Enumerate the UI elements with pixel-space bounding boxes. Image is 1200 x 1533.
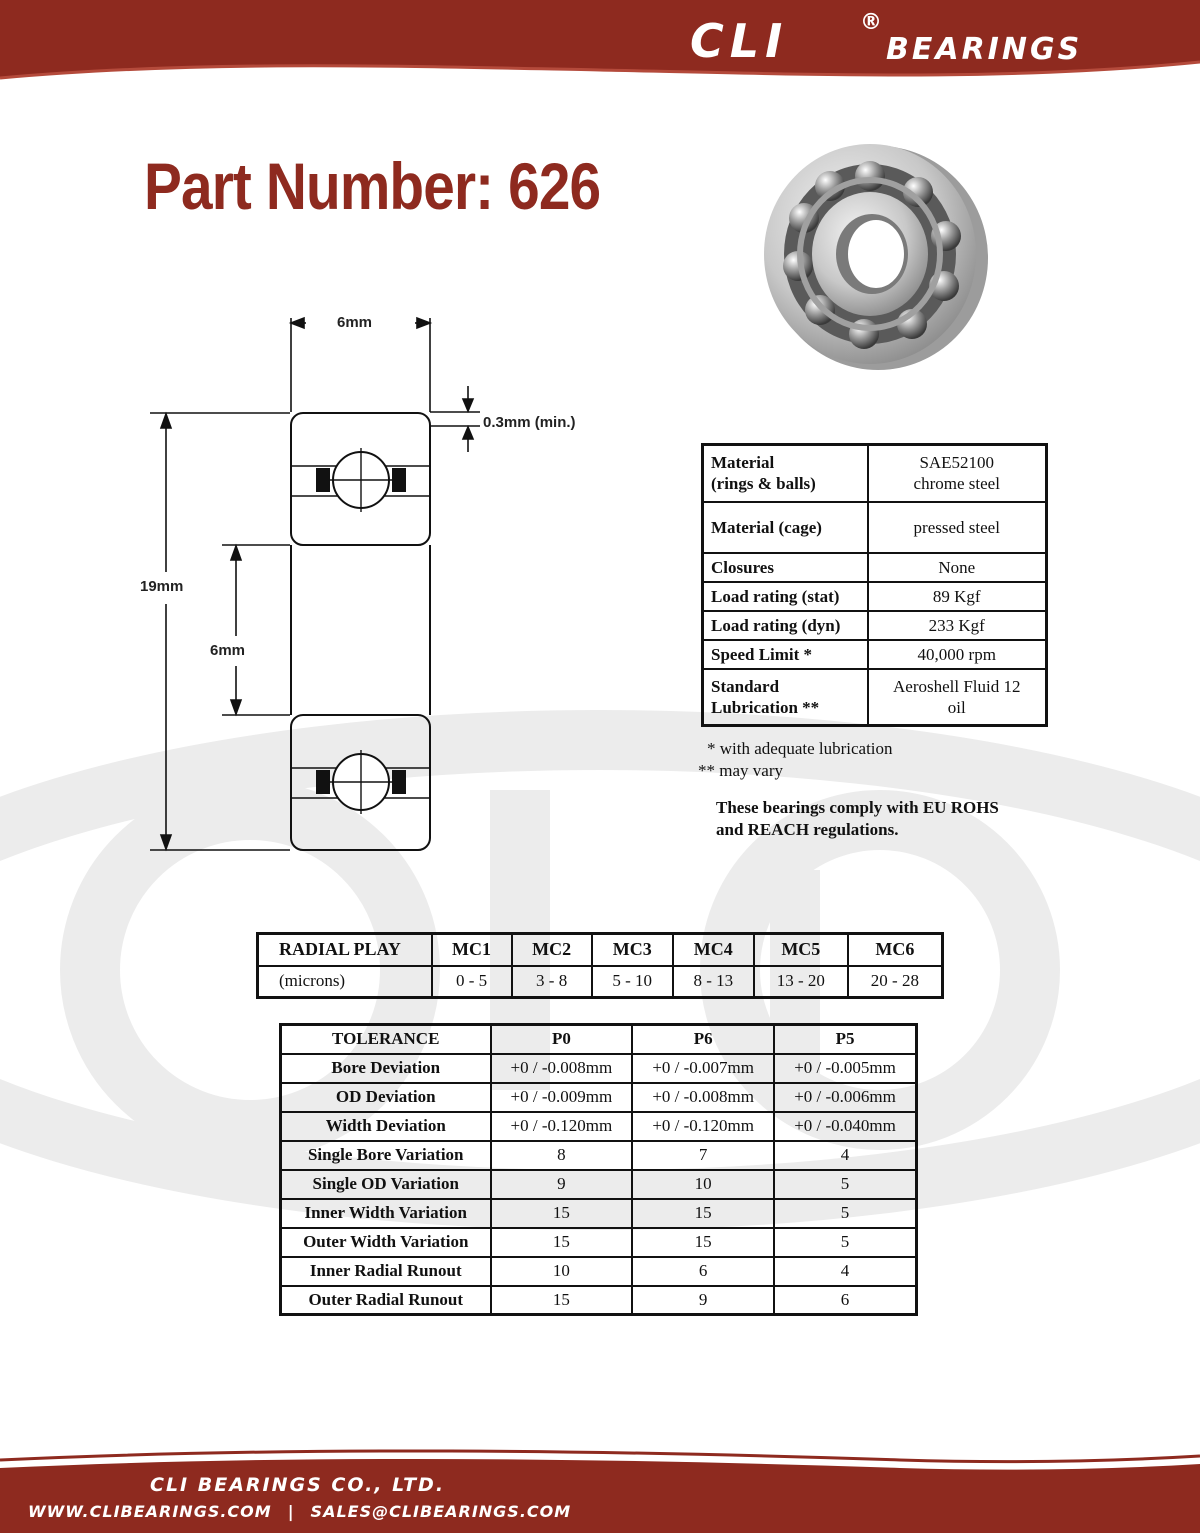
radial-play-value-cell: 13 - 20 bbox=[754, 966, 848, 998]
tolerance-value-cell: 15 bbox=[632, 1199, 774, 1228]
spec-label bbox=[703, 611, 868, 640]
tolerance-header-cell: P0 bbox=[491, 1025, 633, 1054]
part-title: Part Number: 626 bbox=[144, 149, 601, 223]
spec-value bbox=[868, 582, 1047, 611]
brand-name: CLI bbox=[690, 14, 789, 68]
specifications-table bbox=[701, 443, 1048, 727]
spec-row bbox=[703, 553, 1047, 582]
tolerance-value-cell: 15 bbox=[491, 1286, 633, 1315]
footer-website-link[interactable]: WWW.CLIBEARINGS.COM bbox=[28, 1502, 272, 1521]
spec-label bbox=[703, 669, 868, 726]
tolerance-value-cell: +0 / -0.040mm bbox=[774, 1112, 916, 1141]
spec-label-line: Load rating (stat) bbox=[711, 586, 840, 606]
radial-play-header-cell: MC1 bbox=[432, 934, 512, 966]
spec-label-line: Closures bbox=[711, 557, 774, 577]
tolerance-label-cell: Inner Width Variation bbox=[281, 1199, 491, 1228]
tolerance-value-cell: 10 bbox=[632, 1170, 774, 1199]
spec-value-line: pressed steel bbox=[913, 517, 1000, 537]
spec-value-line: Aeroshell Fluid 12 bbox=[893, 676, 1021, 696]
tolerance-value-cell: +0 / -0.009mm bbox=[491, 1083, 633, 1112]
radial-play-header-cell: RADIAL PLAY bbox=[258, 934, 432, 966]
spec-value bbox=[868, 553, 1047, 582]
tolerance-row bbox=[281, 1170, 917, 1199]
spec-value-line: SAE52100 bbox=[919, 453, 995, 473]
tolerance-row bbox=[281, 1199, 917, 1228]
tolerance-label-cell: Inner Radial Runout bbox=[281, 1257, 491, 1286]
radial-play-header-cell: MC2 bbox=[512, 934, 592, 966]
tolerance-row bbox=[281, 1286, 917, 1315]
bearing-cross-section-drawing bbox=[130, 300, 610, 870]
spec-label bbox=[703, 582, 868, 611]
tolerance-row bbox=[281, 1141, 917, 1170]
registered-mark: ® bbox=[860, 10, 882, 35]
bearing-photo bbox=[758, 140, 990, 372]
spec-value-line: 40,000 rpm bbox=[917, 644, 996, 664]
spec-value-line: oil bbox=[947, 697, 966, 717]
spec-row bbox=[703, 640, 1047, 669]
tolerance-value-cell: 15 bbox=[632, 1228, 774, 1257]
dim-bore-label: 6mm bbox=[210, 642, 246, 659]
spec-value bbox=[868, 502, 1047, 553]
dim-chamfer-label: 0.3mm (min.) bbox=[483, 414, 576, 431]
spec-row bbox=[703, 502, 1047, 553]
spec-value-line: 233 Kgf bbox=[928, 615, 985, 635]
tolerance-row bbox=[281, 1083, 917, 1112]
radial-play-header-cell: MC4 bbox=[673, 934, 754, 966]
tolerance-row bbox=[281, 1112, 917, 1141]
tolerance-value-cell: 4 bbox=[774, 1257, 916, 1286]
tolerance-label-cell: Outer Radial Runout bbox=[281, 1286, 491, 1315]
compliance-line: and REACH regulations. bbox=[716, 820, 899, 839]
tolerance-header-cell: P6 bbox=[632, 1025, 774, 1054]
tolerance-label-cell: Bore Deviation bbox=[281, 1054, 491, 1083]
tolerance-label-cell: OD Deviation bbox=[281, 1083, 491, 1112]
tolerance-label-cell: Outer Width Variation bbox=[281, 1228, 491, 1257]
tolerance-value-cell: +0 / -0.008mm bbox=[491, 1054, 633, 1083]
radial-play-value-cell: 0 - 5 bbox=[432, 966, 512, 998]
spec-row bbox=[703, 611, 1047, 640]
radial-play-table bbox=[256, 932, 944, 999]
spec-label bbox=[703, 502, 868, 553]
spec-value-line: chrome steel bbox=[913, 474, 1000, 494]
tolerance-label-cell: Single Bore Variation bbox=[281, 1141, 491, 1170]
radial-play-header-cell: MC5 bbox=[754, 934, 848, 966]
tolerance-header-cell: TOLERANCE bbox=[281, 1025, 491, 1054]
spec-label-line: (rings & balls) bbox=[711, 474, 816, 494]
spec-value bbox=[868, 445, 1047, 502]
radial-play-header-cell: MC6 bbox=[848, 934, 943, 966]
tolerance-row bbox=[281, 1257, 917, 1286]
radial-play-value-cell: 20 - 28 bbox=[848, 966, 943, 998]
note-lubrication: * with adequate lubrication bbox=[707, 739, 893, 758]
radial-play-value-cell: (microns) bbox=[258, 966, 432, 998]
spec-label-line: Material bbox=[711, 453, 775, 473]
spec-label-line: Lubrication ** bbox=[711, 697, 820, 717]
tolerance-value-cell: 8 bbox=[491, 1141, 633, 1170]
brand-subtitle: BEARINGS bbox=[886, 32, 1083, 67]
tolerance-value-cell: +0 / -0.008mm bbox=[632, 1083, 774, 1112]
spec-label bbox=[703, 553, 868, 582]
footer-separator: | bbox=[287, 1502, 295, 1521]
tolerance-value-cell: 7 bbox=[632, 1141, 774, 1170]
note-may-vary: ** may vary bbox=[698, 761, 783, 780]
tolerance-value-cell: 9 bbox=[632, 1286, 774, 1315]
spec-label-line: Load rating (dyn) bbox=[711, 615, 841, 635]
tolerance-label-cell: Single OD Variation bbox=[281, 1170, 491, 1199]
spec-value-line: 89 Kgf bbox=[932, 586, 981, 606]
radial-play-header-cell: MC3 bbox=[592, 934, 673, 966]
radial-play-header-row bbox=[258, 934, 943, 966]
spec-label bbox=[703, 445, 868, 502]
footer-contact bbox=[28, 1502, 571, 1521]
tolerance-value-cell: +0 / -0.005mm bbox=[774, 1054, 916, 1083]
tolerance-value-cell: 6 bbox=[632, 1257, 774, 1286]
spec-row bbox=[703, 669, 1047, 726]
footer-company-name: CLI BEARINGS CO., LTD. bbox=[150, 1474, 446, 1496]
tolerance-header-row bbox=[281, 1025, 917, 1054]
tolerance-value-cell: +0 / -0.007mm bbox=[632, 1054, 774, 1083]
spec-label bbox=[703, 640, 868, 669]
spec-value bbox=[868, 669, 1047, 726]
spec-row bbox=[703, 582, 1047, 611]
tolerance-value-cell: +0 / -0.120mm bbox=[491, 1112, 633, 1141]
tolerance-label-cell: Width Deviation bbox=[281, 1112, 491, 1141]
tolerance-value-cell: 4 bbox=[774, 1141, 916, 1170]
tolerance-value-cell: 5 bbox=[774, 1199, 916, 1228]
spec-label-line: Material (cage) bbox=[711, 517, 822, 537]
tolerance-value-cell: 15 bbox=[491, 1228, 633, 1257]
spec-value bbox=[868, 640, 1047, 669]
dim-width-label: 6mm bbox=[337, 314, 373, 331]
spec-label-line: Standard bbox=[711, 676, 780, 696]
footer-email-link[interactable]: SALES@CLIBEARINGS.COM bbox=[310, 1502, 572, 1521]
compliance-statement bbox=[716, 797, 1056, 841]
radial-play-values-row bbox=[258, 966, 943, 998]
spec-label-line: Speed Limit * bbox=[711, 644, 813, 664]
tolerance-value-cell: +0 / -0.006mm bbox=[774, 1083, 916, 1112]
tolerance-value-cell: 10 bbox=[491, 1257, 633, 1286]
spec-value bbox=[868, 611, 1047, 640]
radial-play-value-cell: 3 - 8 bbox=[512, 966, 592, 998]
compliance-line: These bearings comply with EU ROHS bbox=[716, 798, 999, 817]
spec-row bbox=[703, 445, 1047, 502]
spec-value-line: None bbox=[938, 557, 976, 577]
radial-play-value-cell: 5 - 10 bbox=[592, 966, 673, 998]
tolerance-value-cell: +0 / -0.120mm bbox=[632, 1112, 774, 1141]
tolerance-row bbox=[281, 1228, 917, 1257]
tolerance-header-cell: P5 bbox=[774, 1025, 916, 1054]
tolerance-table bbox=[279, 1023, 918, 1316]
tolerance-value-cell: 15 bbox=[491, 1199, 633, 1228]
spec-notes bbox=[698, 738, 893, 782]
tolerance-value-cell: 5 bbox=[774, 1228, 916, 1257]
brand-logo bbox=[690, 10, 1083, 68]
dim-outer-diameter-label: 19mm bbox=[140, 578, 184, 595]
tolerance-value-cell: 9 bbox=[491, 1170, 633, 1199]
tolerance-value-cell: 6 bbox=[774, 1286, 916, 1315]
radial-play-value-cell: 8 - 13 bbox=[673, 966, 754, 998]
tolerance-value-cell: 5 bbox=[774, 1170, 916, 1199]
tolerance-row bbox=[281, 1054, 917, 1083]
